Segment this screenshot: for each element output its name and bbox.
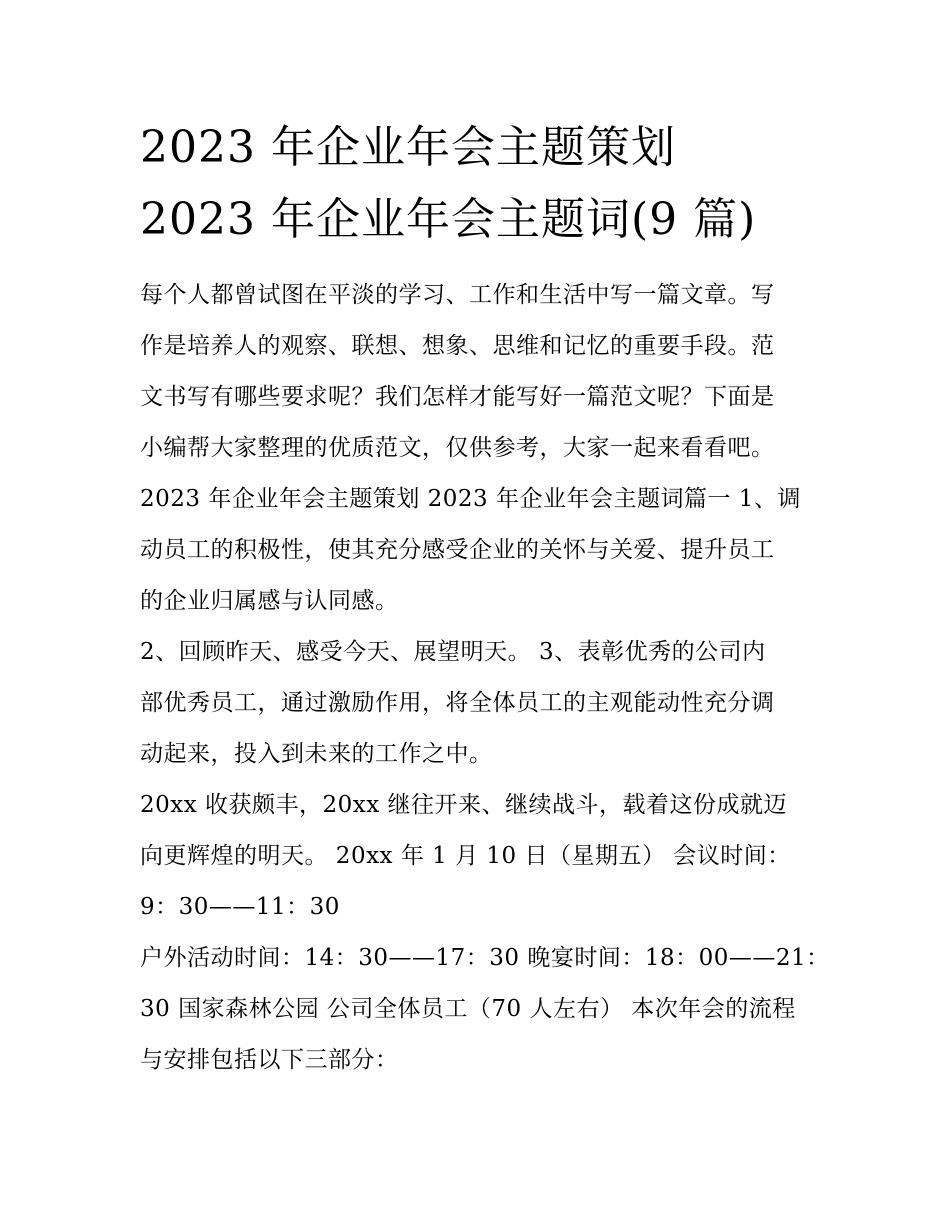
text-line: 小编帮大家整理的优质范文，仅供参考，大家一起来看看吧。 <box>140 435 775 461</box>
text-line: 30 国家森林公园 公司全体员工（70 人左右） 本次年会的流程 <box>140 996 796 1022</box>
title-line-2: 2023 年企业年会主题词(9 篇) <box>140 194 757 245</box>
text-line: 20xx 收获颇丰，20xx 继往开来、继续战斗，载着这份成就迈 <box>140 792 788 818</box>
text-line: 户外活动时间：14：30——17：30 晚宴时间：18：00——21： <box>140 945 830 971</box>
document-body <box>140 270 830 1086</box>
document-title <box>140 118 815 250</box>
text-line: 作是培养人的观察、联想、想象、思维和记忆的重要手段。范 <box>140 333 775 359</box>
text-line: 2023 年企业年会主题策划 2023 年企业年会主题词篇一 1、调 <box>140 486 801 512</box>
paragraph-theme-date <box>140 780 815 933</box>
text-line: 每个人都曾试图在平淡的学习、工作和生活中写一篇文章。写 <box>140 282 775 308</box>
text-line: 动员工的积极性，使其充分感受企业的关怀与关爱、提升员工 <box>140 537 775 563</box>
title-line-1: 2023 年企业年会主题策划 <box>140 122 676 173</box>
text-line: 部优秀员工，通过激励作用，将全体员工的主观能动性充分调 <box>140 690 775 716</box>
paragraph-goals <box>140 627 815 780</box>
paragraph-schedule <box>140 933 830 1086</box>
text-line: 动起来，投入到未来的工作之中。 <box>140 741 493 767</box>
text-line: 与安排包括以下三部分： <box>140 1047 399 1073</box>
text-line: 向更辉煌的明天。 20xx 年 1 月 10 日（星期五） 会议时间： <box>140 843 791 869</box>
paragraph-intro <box>140 270 815 627</box>
text-line: 2、回顾昨天、感受今天、展望明天。 3、表彰优秀的公司内 <box>140 639 766 665</box>
text-line: 文书写有哪些要求呢？我们怎样才能写好一篇范文呢？下面是 <box>140 384 775 410</box>
text-line: 9：30——11：30 <box>140 894 340 920</box>
document-page <box>140 118 830 1086</box>
text-line: 的企业归属感与认同感。 <box>140 588 399 614</box>
